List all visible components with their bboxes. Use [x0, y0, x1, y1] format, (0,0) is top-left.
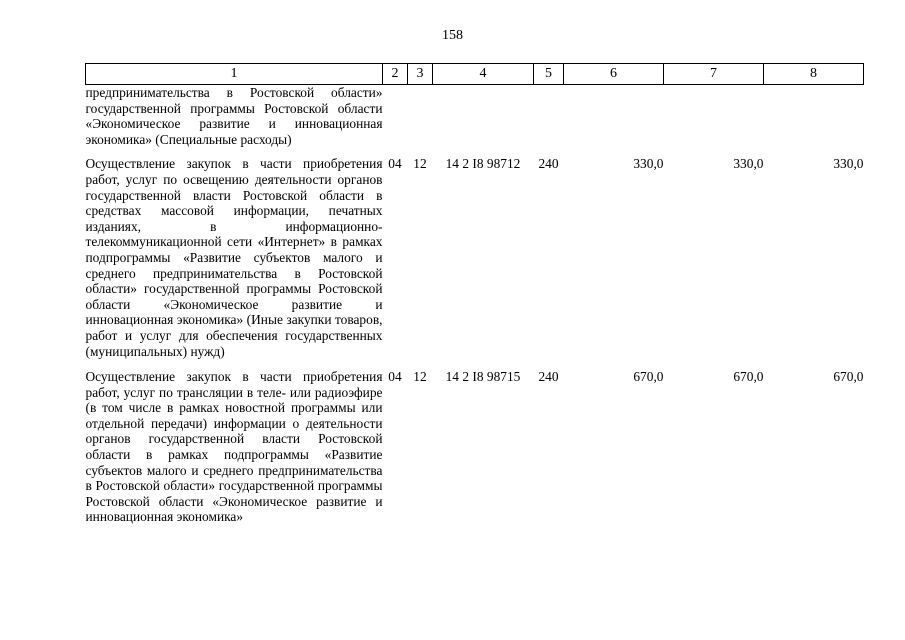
subsection-code: 12 [413, 369, 427, 385]
amount-col8: 670,0 [833, 369, 864, 385]
column-header-5: 5 [534, 64, 564, 85]
column-header-1: 1 [86, 64, 383, 85]
expense-type-code: 240 [538, 156, 559, 172]
continuation-description: предпринимательства в Ростовской области» государственной программы Ростовской области «Экономическое развитие и инновационная экономика» (Специальные расходы) [85, 85, 383, 147]
column-header-6: 6 [564, 64, 664, 85]
section-code: 04 [388, 156, 402, 172]
row-description: Осуществление закупок в части приобретения работ, услуг по трансляции в теле- или радиоэфире (в том числе в рамках новостной программы или отдельной передачи) информации о деятельности органов государственной власти Ростовской области в рамках подпрограммы «Развитие субъектов малого и среднего предпринимательства в Ростовской области» государственной программы Ростовской области «Экономическое развитие и инновационная экономика» [85, 369, 383, 525]
column-header-8: 8 [764, 64, 864, 85]
table-row [86, 363, 864, 529]
column-header-7: 7 [664, 64, 764, 85]
amount-col6: 670,0 [633, 369, 664, 385]
header-row [86, 64, 864, 85]
row-description: Осуществление закупок в части приобретения работ, услуг по освещению деятельности органов государственной власти Ростовской области в средствах массовой информации, печатных изданиях, в информационно-телекоммуникационной сети «Интернет» в рамках подпрограммы «Развитие субъектов малого и среднего предпринимательства в Ростовской области» государственной программы Ростовской области «Экономическое развитие и инновационная экономика» (Иные закупки товаров, работ и услуг для обеспечения государственных (муниципальных) нужд) [85, 156, 383, 359]
column-header-3: 3 [408, 64, 433, 85]
amount-col8: 330,0 [833, 156, 864, 172]
column-header-2: 2 [383, 64, 408, 85]
amount-col7: 670,0 [733, 369, 764, 385]
column-header-4: 4 [433, 64, 534, 85]
target-article-code: 14 2 I8 98712 [445, 156, 521, 172]
page-number: 158 [442, 28, 463, 43]
budget-table [85, 63, 864, 529]
continuation-row [86, 85, 864, 151]
subsection-code: 12 [413, 156, 427, 172]
expense-type-code: 240 [538, 369, 559, 385]
amount-col6: 330,0 [633, 156, 664, 172]
table-row [86, 150, 864, 363]
target-article-code: 14 2 I8 98715 [445, 369, 521, 385]
section-code: 04 [388, 369, 402, 385]
amount-col7: 330,0 [733, 156, 764, 172]
